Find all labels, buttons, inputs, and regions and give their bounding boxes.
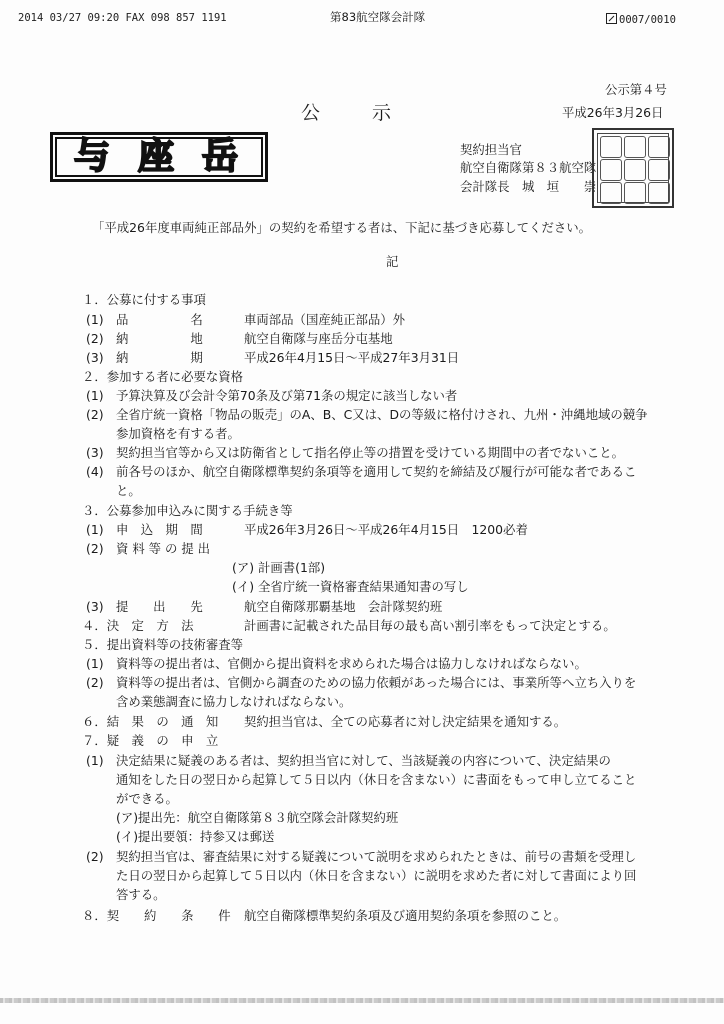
s3-item3-num: (3) xyxy=(86,599,104,614)
s3-item1-num: (1) xyxy=(86,522,104,537)
s1-item1-value: 車両部品（国産純正部品）外 xyxy=(244,312,406,327)
title-char-2: 示 xyxy=(372,102,392,124)
s8-value: 航空自衛隊標準契約条項及び適用契約条項を参照のこと。 xyxy=(244,908,567,923)
s7-item1-text-line1: 決定結果に疑義のある者は、契約担当官に対して、当該疑義の内容について、決定結果の xyxy=(116,753,611,768)
s2-item3-num: (3) xyxy=(86,445,104,460)
s3-item3-value: 航空自衛隊那覇基地 会計隊契約班 xyxy=(244,599,443,614)
ki-marker: 記 xyxy=(386,254,399,269)
s1-item1-num: (1) xyxy=(86,312,104,327)
fax-page-icon xyxy=(606,13,617,24)
notice-date: 平成26年3月26日 xyxy=(562,105,664,120)
s7-item1-text-line2: 通知をした日の翌日から起算して５日以内（休日を含まない）に書面をもって申し立てること xyxy=(116,772,637,787)
fax-header-page-count xyxy=(606,13,676,26)
title-char-1: 公 xyxy=(301,102,321,124)
section-1-heading: １．公募に付する事項 xyxy=(82,292,206,307)
s2-item2-text-line2: 参加資格を有する者。 xyxy=(116,426,240,441)
section-4-heading: ４．決 定 方 法 xyxy=(82,618,194,633)
s7-item1-sub-i: (イ)提出要領：持参又は郵送 xyxy=(116,829,275,844)
s7-item2-text-line2: た日の翌日から起算して５日以内（休日を含まない）に説明を求めた者に対して書面により回 xyxy=(116,868,637,883)
section-2-heading: ２．参加する者に必要な資格 xyxy=(82,369,244,384)
section-7-heading: ７．疑 義 の 申 立 xyxy=(82,733,219,748)
s7-item1-num: (1) xyxy=(86,753,104,768)
s1-item2-value: 航空自衛隊与座岳分屯基地 xyxy=(244,331,393,346)
s5-item2-text-line2: 含め業態調査に協力しなければならない。 xyxy=(116,694,352,709)
issuer-unit: 航空自衛隊第８３航空隊 xyxy=(460,160,597,175)
notice-number: 公示第４号 xyxy=(605,82,667,97)
intro-text: 「平成26年度車両純正部品外」の契約を希望する者は、下記に基づき応募してください。 xyxy=(92,220,592,235)
s2-item2-text-line1: 全省庁統一資格「物品の販売」のA、B、C又は、Dの等級に格付けされ、九州・沖縄地域の競争 xyxy=(116,407,648,422)
issuer-name: 会計隊長 城 垣 崇 xyxy=(460,179,597,194)
official-seal xyxy=(592,128,674,208)
section-6-heading: ６．結 果 の 通 知 xyxy=(82,714,219,729)
s7-item1-text-line3: ができる。 xyxy=(116,791,178,806)
fax-header-sender: 2014 03/27 09:20 FAX 098 857 1191 xyxy=(18,12,227,24)
section-5-heading: ５．提出資料等の技術審査等 xyxy=(82,637,244,652)
stamp-char-2: 座 xyxy=(137,136,180,177)
s1-item3-num: (3) xyxy=(86,350,104,365)
s3-item2-sub-a: (ア) 計画書(1部) xyxy=(232,560,326,575)
s7-item2-num: (2) xyxy=(86,849,104,864)
s1-item3-label: 納 期 xyxy=(116,350,203,365)
s3-item2-sub-i: (イ) 全省庁統一資格審査結果通知書の写し xyxy=(232,579,469,594)
s5-item1-num: (1) xyxy=(86,656,104,671)
fax-header-organization: 第83航空隊会計隊 xyxy=(330,10,426,24)
s1-item2-label: 納 地 xyxy=(116,331,203,346)
s7-item1-sub-a: (ア)提出先：航空自衛隊第８３航空隊会計隊契約班 xyxy=(116,810,399,825)
s3-item1-value: 平成26年3月26日～平成26年4月15日 1200必着 xyxy=(244,522,528,537)
location-stamp xyxy=(50,132,268,182)
s6-value: 契約担当官は、全ての応募者に対し決定結果を通知する。 xyxy=(244,714,567,729)
s2-item2-num: (2) xyxy=(86,407,104,422)
stamp-char-3: 岳 xyxy=(201,136,244,177)
s7-item2-text-line1: 契約担当官は、審査結果に対する疑義について説明を求められたときは、前号の書類を受理し xyxy=(116,849,637,864)
s3-item1-label: 申 込 期 間 xyxy=(116,522,203,537)
section-3-heading: ３．公募参加申込みに関する手続き等 xyxy=(82,503,293,518)
stamp-char-1: 与 xyxy=(73,136,116,177)
s1-item2-num: (2) xyxy=(86,331,104,346)
s3-item3-label: 提 出 先 xyxy=(116,599,203,614)
scan-artifact-line xyxy=(0,998,724,1003)
s3-item2-label: 資 料 等 の 提 出 xyxy=(116,541,211,556)
s2-item1-num: (1) xyxy=(86,388,104,403)
s5-item2-num: (2) xyxy=(86,675,104,690)
s1-item1-label: 品 名 xyxy=(116,312,203,327)
fax-page-number: 0007/0010 xyxy=(619,14,676,26)
s3-item2-num: (2) xyxy=(86,541,104,556)
s5-item1-text: 資料等の提出者は、官側から提出資料を求められた場合は協力しなければならない。 xyxy=(116,656,587,671)
s2-item4-text-line1: 前各号のほか、航空自衛隊標準契約条項等を適用して契約を締結及び履行が可能な者であるこ xyxy=(116,464,637,479)
s2-item1-text: 予算決算及び会計令第70条及び第71条の規定に該当しない者 xyxy=(116,388,458,403)
s7-item2-text-line3: 答する。 xyxy=(116,887,166,902)
s1-item3-value: 平成26年4月15日～平成27年3月31日 xyxy=(244,350,460,365)
s2-item4-num: (4) xyxy=(86,464,104,479)
s4-value: 計画書に記載された品目毎の最も高い割引率をもって決定とする。 xyxy=(244,618,616,633)
s2-item3-text: 契約担当官等から又は防衛省として指名停止等の措置を受けている期間中の者でないこと。 xyxy=(116,445,625,460)
issuer-title: 契約担当官 xyxy=(460,142,522,157)
section-8-heading: ８．契 約 条 件 xyxy=(82,908,231,923)
s2-item4-text-line2: と。 xyxy=(116,483,141,498)
s5-item2-text-line1: 資料等の提出者は、官側から調査のための協力依頼があった場合には、事業所等へ立ち入りを xyxy=(116,675,637,690)
